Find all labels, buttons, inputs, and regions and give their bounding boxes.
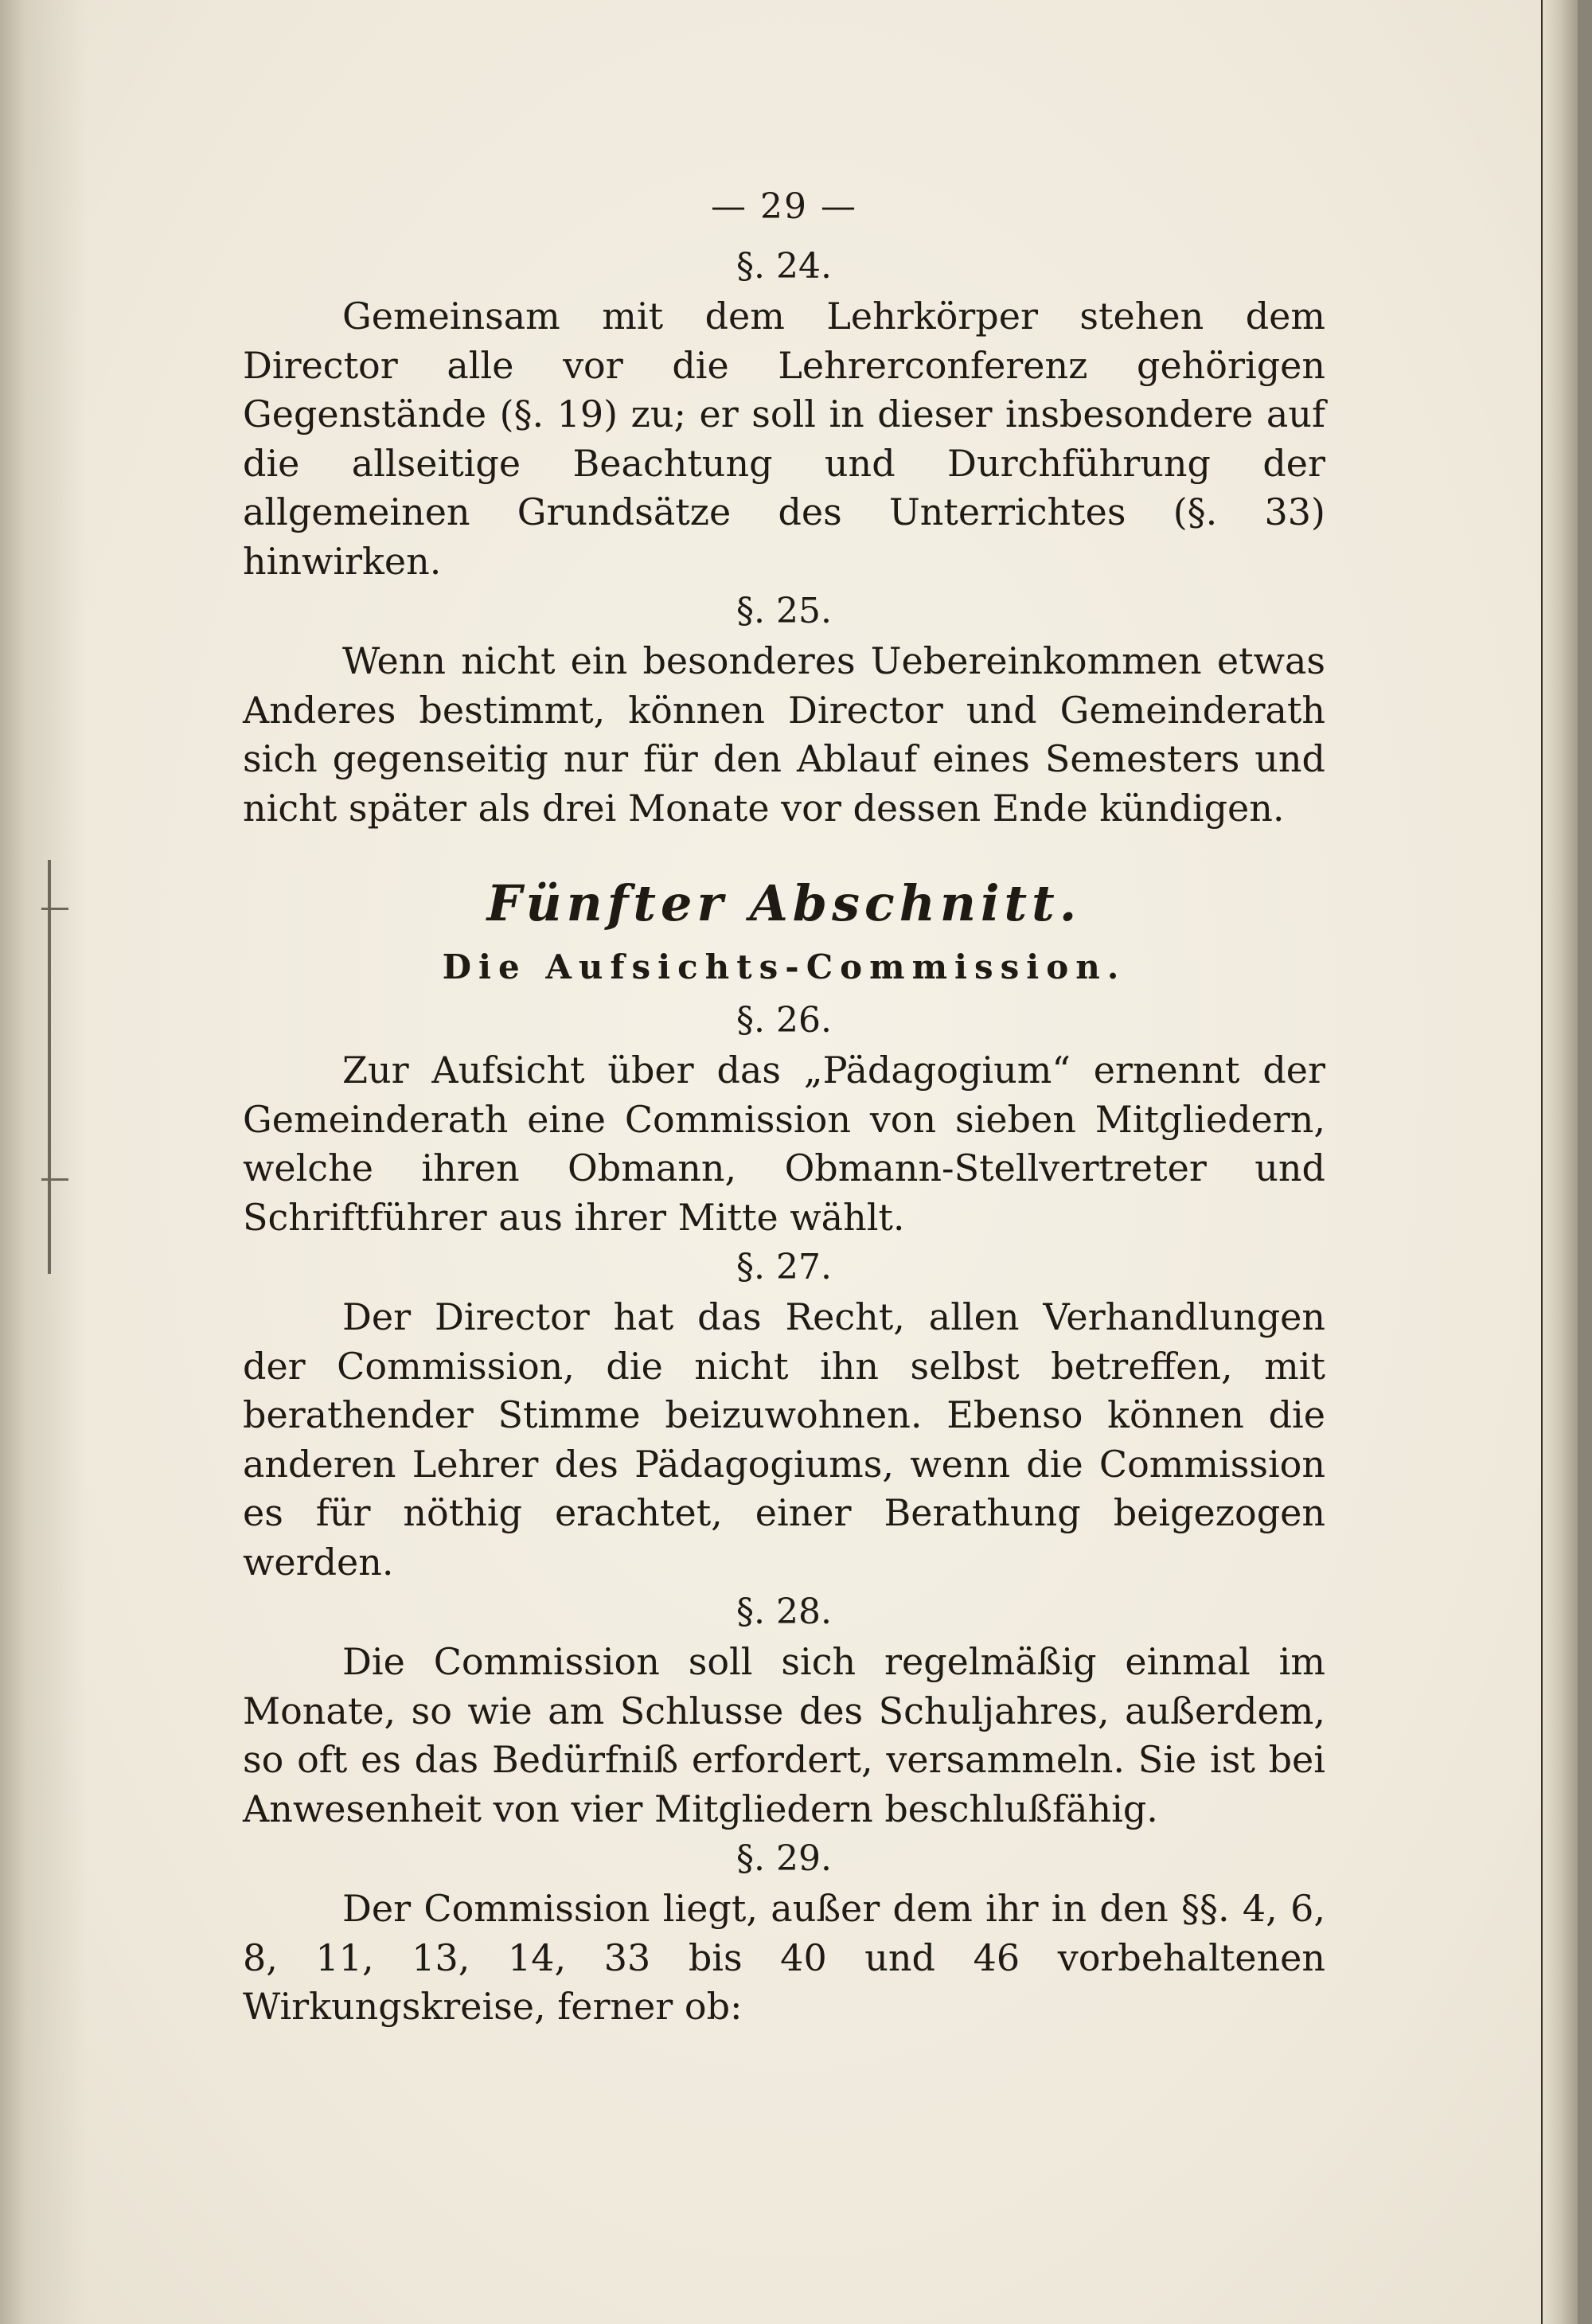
paragraph-sign: §. 26. (736, 1000, 832, 1041)
paragraph-sign: §. 24. (736, 246, 832, 287)
paragraph-sign: §. 28. (736, 1592, 832, 1632)
page-content (243, 179, 1325, 2032)
paragraph-sign: §. 27. (736, 1247, 832, 1287)
chapter-title: Fünfter Abschnitt. (486, 874, 1082, 932)
paragraph-text: Zur Aufsicht über das „Pädagogium“ ernennt der Gemeinderath eine Commission von sieben Mitgliedern, welche ihren Obmann, Obmann-Stellvertreter und Schriftführer aus ihrer Mitte wählt. (243, 1049, 1325, 1239)
chapter-subtitle: Die Aufsichts-Commission. (442, 947, 1126, 986)
paragraph-text: Der Director hat das Recht, allen Verhandlungen der Commission, die nicht ihn selbst betreffen, mit berathender Stimme beizuwohnen. Ebenso können die anderen Lehrer des Pädagogiums, wenn die Commission es für nöthig erachtet, einer Berathung beigezogen werden. (243, 1295, 1325, 1584)
paragraph-text: Die Commission soll sich regelmäßig einmal im Monate, so wie am Schlusse des Schuljahres, außerdem, so oft es das Bedürfniß erfordert, versammeln. Sie ist bei Anwesenheit von vier Mitgliedern beschlußfähig. (243, 1640, 1325, 1830)
gutter-shadow (0, 0, 88, 2324)
binding-line (48, 860, 51, 1274)
binding-tick (41, 908, 68, 910)
paragraph-text: Der Commission liegt, außer dem ihr in den §§. 4, 6, 8, 11, 13, 14, 33 bis 40 und 46 vorbehaltenen Wirkungskreise, ferner ob: (243, 1887, 1325, 2028)
paragraph-sign: §. 29. (736, 1838, 832, 1879)
paragraph-text: Gemeinsam mit dem Lehrkörper stehen dem Director alle vor die Lehrerconferenz gehörigen Gegenstände (§. 19) zu; er soll in dieser insbesondere auf die allseitige Beachtung und Durchführung der allgemeinen Grundsätze des Unterrichtes (§. 33) hinwirken. (243, 295, 1325, 583)
page-number: — 29 — (711, 186, 857, 227)
page-edge (1541, 0, 1578, 2324)
binding-tick (41, 1178, 68, 1181)
paragraph-text: Wenn nicht ein besonderes Uebereinkommen etwas Anderes bestimmt, können Director und Gemeinderath sich gegenseitig nur für den Ablauf eines Semesters und nicht später als drei Monate vor dessen Ende kündigen. (243, 639, 1325, 830)
paragraph-sign: §. 25. (736, 591, 832, 631)
